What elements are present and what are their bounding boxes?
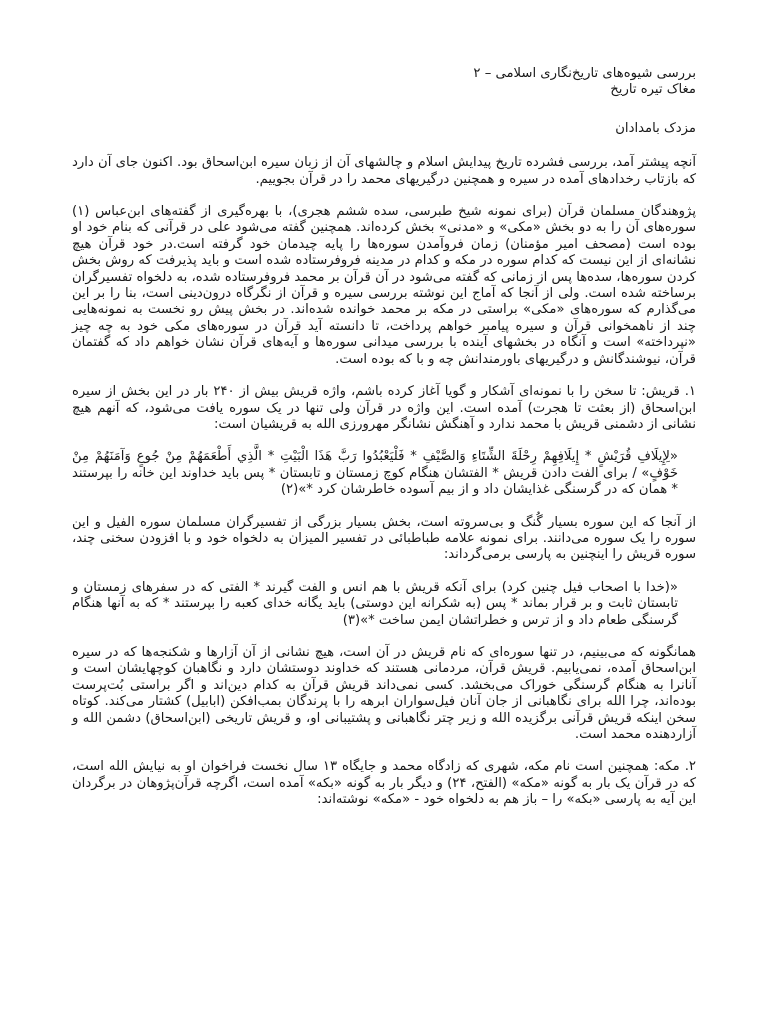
quote-surah-quraysh: «لِإِيلَافِ قُرَيْشٍ * إِيلَافِهِمْ رِحْلَةَ الشِّتَاءِ وَالصَّيْفِ * فَلْيَعْبُدُوا رَبَّ هَذَا الْبَيْتِ * الَّذِي أَطْعَمَهُمْ مِنْ جُوعٍ وَآمَنَهُمْ مِنْ خَوْفٍ» / برای الفت دادن قریش * الفتشان هنگام کوچ زمستان و تابستان * پس باید خداوند این خانه را بپرستند * همان که در گرسنگی غذایشان داد و از بیم آسوده خاطرشان کرد *»(۲): [72, 449, 678, 498]
paragraph-quraysh-summary: همانگونه که می‌بینیم، در تنها سوره‌ای که نام قریش در آن است، هیچ نشانی از آن آزارها و شکنجه‌ها که در سیره ابن‌اسحاق آمده، نمی‌یابیم. قریش قرآن، مردمانی هستند که خداوند دوستشان دارد و نگاهبان کوچهایشان است و آنانرا به هنگام گرسنگی خوراک می‌بخشد. کسی نمی‌داند قریش قرآن به کدام دین‌اند و اگر براستی بُت‌پرست بوده‌اند، چرا الله برای نگاهبانی از جان آنان فیل‌سواران ابرهه را با پرندگان بمب‌افکن (ابابیل) کشتار می‌کند. کوتاه سخن اینکه قریش قرآنی برگزیده الله و زیر چتر نگاهبانی و پشتیبانی او، و قریش تاریخی (ابن‌اسحاق) دشمن الله و آزاردهنده محمد است.: [72, 644, 696, 742]
paragraph-tafsir: از آنجا که این سوره بسیار گُنگ و بی‌سروته است، بخش بسیار بزرگی از تفسیرگران مسلمان سوره الفیل و این سوره را یک سوره می‌دانند. برای نمونه علامه طباطبائی در تفسیر المیزان به دلخواه خود و با افزودن سخنی چند، سوره قریش را اینچنین به پارسی برمی‌گرداند:: [72, 514, 696, 563]
paragraph-quraysh: ۱. قریش: تا سخن را با نمونه‌ای آشکار و گویا آغاز کرده باشم، واژه قریش بیش از ۲۴۰ بار در این بخش از سیره ابن‌اسحاق (از بعثت تا هجرت) آمده است. این واژه در قرآن ولی تنها در یک سوره یافت می‌شود، که آنهم هیچ نشانی از دشمنی قریش با محمد ندارد و آهنگش نشانگر مهرورزی الله به قریشیان است:: [72, 384, 696, 432]
author-name: مزدک بامدادان: [615, 120, 696, 136]
paragraph-mecca: ۲. مکه: همچنین است نام مکه، شهری که زادگاه محمد و جایگاه ۱۳ سال نخست فراخوان او به نیایش الله است، که در قرآن یک بار به گونه «مکه» (الفتح، ۲۴) و دیگر بار به گونه «بکه» آمده است، اگرچه قرآن‌پژوهان در برگردان این آیه به پارسی «بکه» را – باز هم به دلخواه خود - «مکه» نوشته‌اند:: [72, 759, 696, 808]
paragraph-researchers: پژوهندگان مسلمان قرآن (برای نمونه شیخ طبرسی، سده ششم هجری)، با بهره‌گیری از گفته‌های ابن‌عباس (۱) سوره‌های آن را به دو بخش «مکی» و «مدنی» بخش کرده‌اند. همچنین گفته می‌شود علی در قرآنی که بنام خود او بوده است (مصحف امیر مؤمنان) زمان فروآمدن سوره‌ها را پایه چیدمان خود گرفته است.در خود قرآن هیچ نشانه‌ای از این نیست که کدام سوره در مکه و کدام در مدینه فروفرستاده شده است و باید پذیرفت که روش بخش کردن سوره‌ها، سده‌ها پس از زمانی که گفته می‌شود در آن قرآن بر محمد فروفرستاده شده، به دلخواه تفسیرگران برساخته شده است. ولی از آنجا که آماج این نوشته بررسی سیره و قرآن از نگرگاه درون‌دینی است، بنا را بر این می‌گذارم که سوره‌های «مکی» براستی در مکه بر محمد خوانده شده‌اند. در بخش پیش رو نخست به نمونه‌هایی چند از ناهمخوانی قرآن و سیره پیامبر خواهم پرداخت، تا دانسته آید قرآن در سوره‌های مکی خود به چه چیز «نپرداخته» است و آنگاه در بخشهای آینده با بررسی میدانی سوره‌ها و آیه‌های قرآن نشان خواهم داد که گفتمان قرآن، نیوشندگانش و درگیریهای باورمندانش چه و با که بوده است.: [72, 204, 696, 367]
document-page: [72, 66, 696, 809]
paragraph-intro: آنچه پیشتر آمد، بررسی فشرده تاریخ پیدایش اسلام و چالشهای آن از زبان سیره ابن‌اسحاق بود. اکنون جای آن دارد که بازتاب رخدادهای آمده در سیره و همچنین درگیریهای محمد را در قرآن بجوییم.: [72, 155, 696, 187]
document-subtitle: مغاک تیره تاریخ: [610, 82, 696, 98]
document-title: بررسی شیوه‌های تاریخ‌نگاری اسلامی – ۲: [473, 66, 696, 81]
quote-tabatabai: «(خدا با اصحاب فیل چنین کرد) برای آنکه قریش با هم انس و الفت گیرند * الفتی که در سفرهای زمستان و تابستان ثابت و بر قرار بماند * پس (به شکرانه این دوستی) باید یگانه خدای کعبه را بپرستند * که به آنها هنگام گرسنگی طعام داد و از ترس و خطراتشان ایمن ساخت *»(۳): [72, 579, 678, 628]
